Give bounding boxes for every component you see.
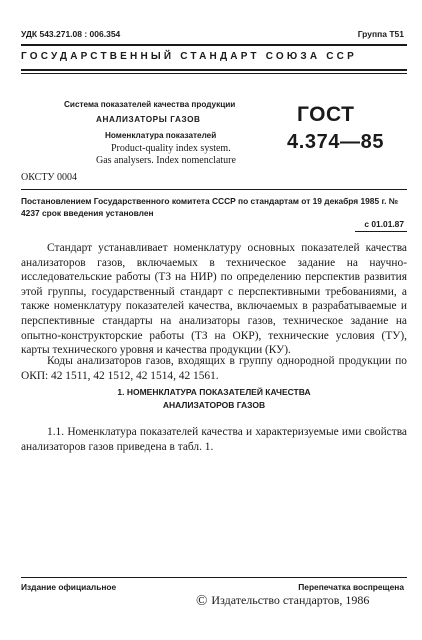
english-title-line-2: Gas analysers. Index nomenclature — [96, 155, 236, 166]
official-edition: Издание официальное — [21, 582, 117, 592]
section-title — [21, 386, 407, 412]
top-rule-double-2 — [21, 73, 407, 74]
publisher-line — [196, 593, 369, 610]
group-code: Группа Т51 — [357, 29, 404, 39]
intro-paragraph: Стандарт устанавливает номенклатуру основных показателей качества анализаторов газов, включаемых в техническое задание на научно-исследовательские работы (ТЗ на НИР) по определению перспектив развития этой группы, государственный стандарт с перспективными требованиями, а также номенклатуру показателей качества, включаемых в разрабатываемые и перспективные стандарты на анализаторы газов, техническое задание на опытно-конструкторские работы (ТЗ на ОКР), технические условия (ТУ), карты технического уровня и качества продукции (КУ). — [21, 242, 407, 357]
udk-code: УДК 543.271.08 : 006.354 — [21, 29, 121, 39]
standard-title: ГОСУДАРСТВЕННЫЙ СТАНДАРТ СОЮЗА ССР — [21, 51, 357, 62]
english-title-line-1: Product-quality index system. — [111, 143, 231, 154]
section-title-line-2: АНАЛИЗАТОРОВ ГАЗОВ — [162, 400, 266, 410]
publisher-name: Издательство стандартов, 1986 — [211, 593, 370, 607]
section-title-line-1: 1. НОМЕНКЛАТУРА ПОКАЗАТЕЛЕЙ КАЧЕСТВА — [117, 387, 311, 397]
copyright-icon: © — [196, 593, 208, 609]
gost-number: 4.374—85 — [287, 131, 385, 153]
decree-text: Постановлением Государственного комитета СССР по стандартам от 19 декабря 1985 г. № 4237 срок введения установлен — [21, 196, 399, 218]
system-title: Система показателей качества продукции — [64, 100, 236, 109]
effective-date: с 01.01.87 — [364, 219, 404, 229]
footer-rule — [21, 577, 407, 578]
top-rule-thick — [21, 44, 407, 46]
okstu-code: ОКСТУ 0004 — [21, 172, 78, 183]
reprint-prohibited: Перепечатка воспрещена — [298, 582, 404, 592]
clause-1-1: 1.1. Номенклатура показателей качества и характеризуемые ими свойства анализаторов газов приведена в табл. 1. — [21, 426, 407, 453]
subtitle: Номенклатура показателей — [105, 131, 217, 140]
effective-date-underline — [355, 231, 407, 232]
top-rule-double-1 — [21, 69, 407, 71]
gost-label: ГОСТ — [297, 103, 355, 126]
codes-paragraph: Коды анализаторов газов, входящих в группу однородной продукции по ОКП: 42 1511, 42 1512, 42 1514, 42 1561. — [21, 355, 407, 382]
title-rule — [21, 189, 407, 190]
subject-title: АНАЛИЗАТОРЫ ГАЗОВ — [96, 115, 201, 124]
